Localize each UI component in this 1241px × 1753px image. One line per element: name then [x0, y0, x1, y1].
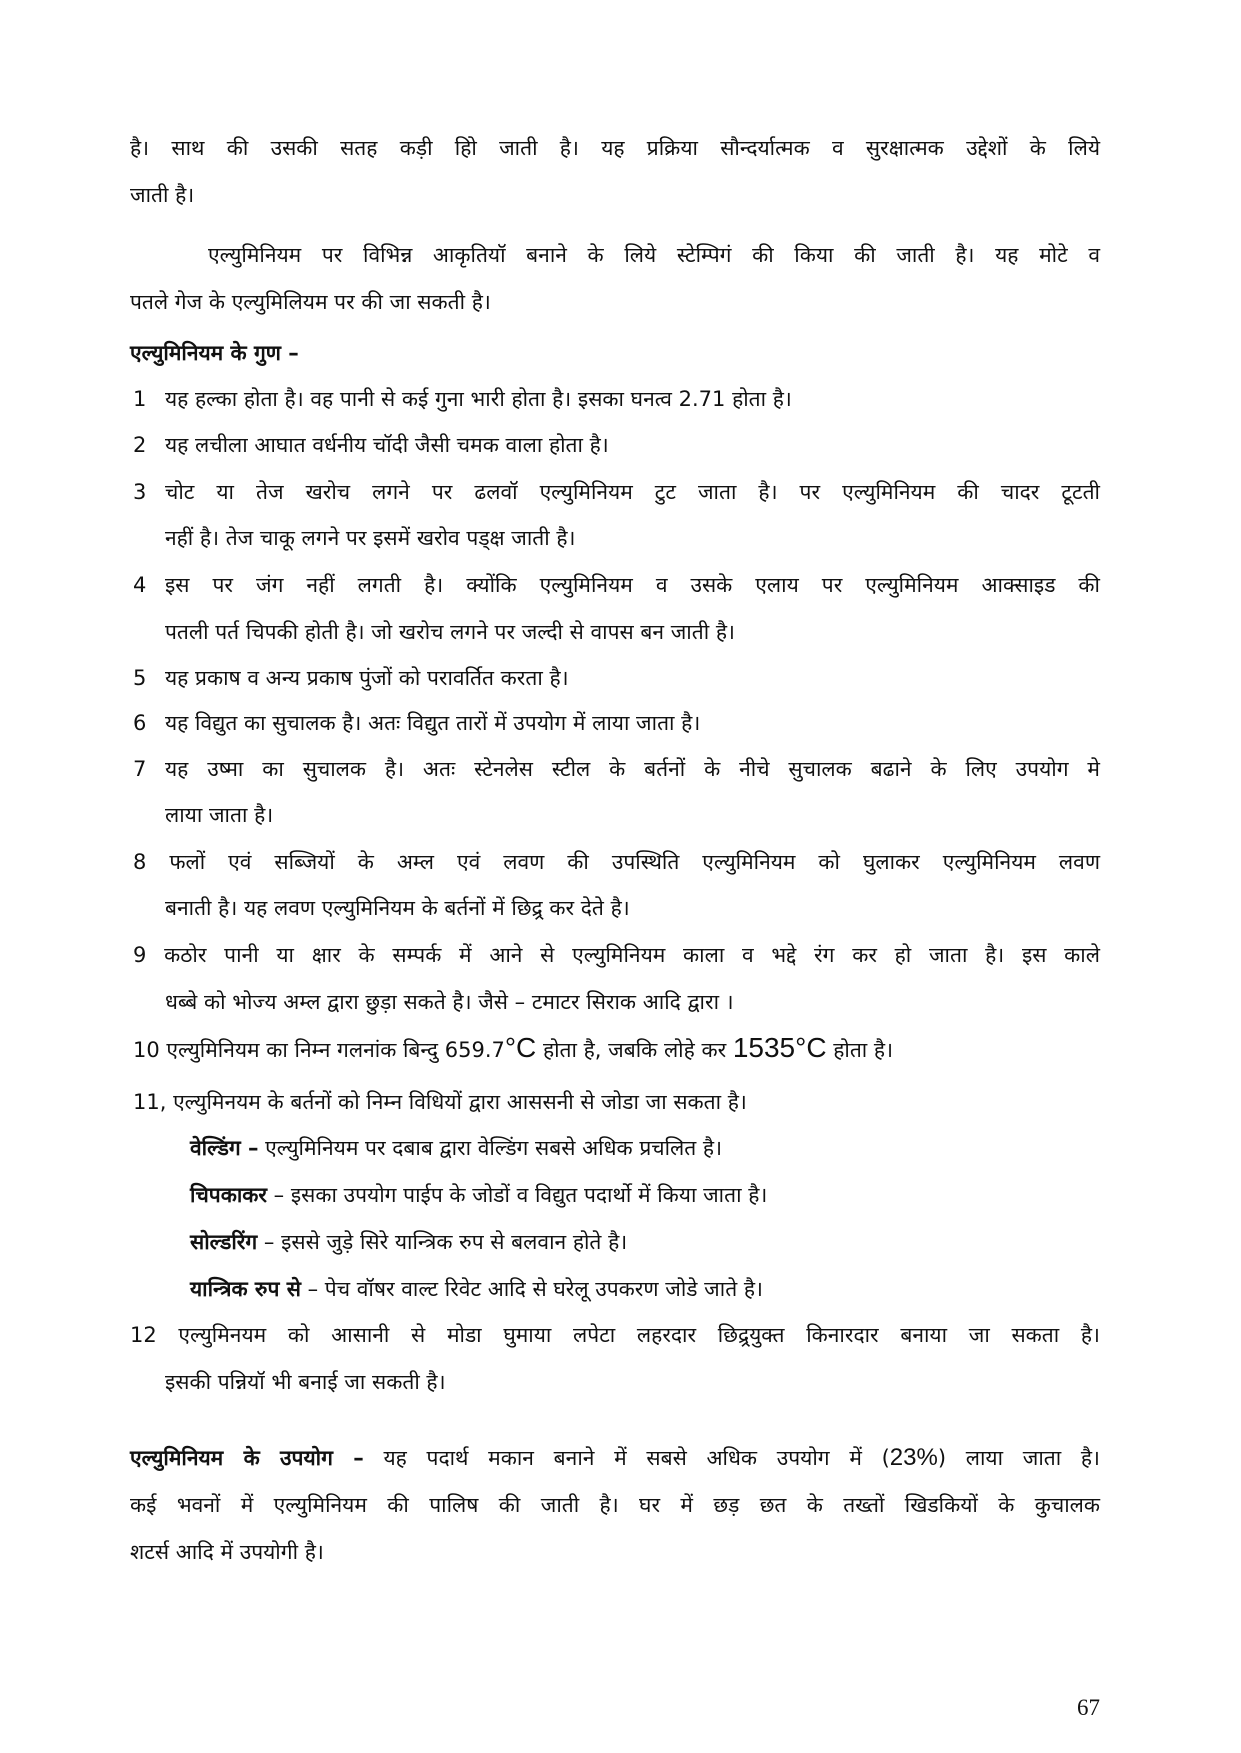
property-2-number: 2: [133, 433, 147, 457]
property-7-text-1: यह उष्मा का सुचालक है। अतः स्टेनलेस स्टील के बर्तनों के नीचे सुचालक बढाने के लिए उपयोग मे: [165, 757, 1100, 781]
uses-heading: एल्युमिनियम के उपयोग –: [130, 1446, 364, 1470]
property-12-text-2: इसकी पन्नियॉ भी बनाई जा सकती है।: [165, 1370, 446, 1394]
uses-line-1: [130, 1443, 1100, 1473]
uses-line-3: शटर्स आदि में उपयोगी है।: [130, 1540, 324, 1564]
property-7-number: 7: [133, 757, 147, 781]
property-8-text-1: 8 फलों एवं सब्जियों के अम्ल एवं लवण की उपस्थिति एल्युमिनियम को घुलाकर एल्युमिनियम लवण: [133, 850, 1100, 874]
welding-term: वेल्डिंग –: [190, 1136, 259, 1160]
property-3-text-2: नहीं है। तेज चाकू लगने पर इसमें खरोव पड्क्ष जाती है।: [165, 526, 576, 550]
soldering-desc: – इससे जुड़े सिरे यान्त्रिक रुप से बलवान होते है।: [257, 1230, 628, 1254]
property-10-text: [133, 1033, 893, 1065]
joining-welding: [190, 1133, 722, 1163]
property-10-prefix: 10 एल्युमिनियम का निम्न गलनांक बिन्दु 659.7: [133, 1038, 505, 1062]
joining-gluing: [190, 1180, 767, 1210]
gluing-term: चिपकाकर: [190, 1183, 267, 1207]
joining-soldering: [190, 1227, 627, 1257]
property-8-text-2: बनाती है। यह लवण एल्युमिनियम के बर्तनों में छिद्र्र कर देते है।: [165, 896, 630, 920]
welding-desc: एल्युमिनियम पर दबाब द्वारा वेल्डिंग सबसे अधिक प्रचलित है।: [258, 1136, 723, 1160]
uses-line-1-b: ) लाया जाता है।: [937, 1446, 1100, 1470]
property-11-text: 11, एल्युमिनयम के बर्तनों को निम्न विधियों द्वारा आससनी से जोडा जा सकता है।: [133, 1090, 747, 1114]
property-12-text-1: 12 एल्युमिनयम को आसानी से मोडा घुमाया लपेटा लहरदार छिद्र्रयुक्त किनारदार बनाया जा सकता है।: [130, 1323, 1100, 1347]
stamping-line-2: पतले गेज के एल्युमिलियम पर की जा सकती है।: [130, 290, 491, 314]
property-9-text-2: धब्बे को भोज्य अम्ल द्वारा छुड़ा सकते है। जैसे – टमाटर सिराक आदि द्वारा ।: [165, 990, 734, 1014]
properties-heading: एल्युमिनियम के गुण –: [130, 341, 299, 365]
property-5-text: यह प्रकाष व अन्य प्रकाष पुंजों को परावर्तित करता है।: [165, 666, 569, 690]
mechanical-desc: – पेच वॉषर वाल्ट रिवेट आदि से घरेलू उपकरण जोडे जाते है।: [300, 1277, 763, 1301]
property-6-number: 6: [133, 711, 147, 735]
property-4-number: 4: [133, 573, 147, 597]
property-10-unit: °C: [504, 1032, 537, 1063]
uses-line-1-a: यह पदार्थ मकान बनाने में सबसे अधिक उपयोग में (: [363, 1446, 890, 1470]
property-4-text-1: इस पर जंग नहीं लगती है। क्योंकि एल्युमिनियम व उसके एलाय पर एल्युमिनियम आक्साइड की: [165, 573, 1100, 597]
joining-mechanical: [190, 1274, 763, 1304]
property-10-suffix: होता है।: [826, 1038, 894, 1062]
property-7-text-2: लाया जाता है।: [165, 803, 274, 827]
intro-line-2: जाती है।: [130, 183, 195, 207]
uses-percent: 23%: [889, 1444, 938, 1471]
property-3-text-1: चोट या तेज खरोच लगने पर ढलवॉ एल्युमिनियम टुट जाता है। पर एल्युमिनियम की चादर टूटती: [165, 480, 1100, 504]
property-10-middle: होता है, जबकि लोहे कर: [536, 1038, 733, 1062]
uses-line-2: कई भवनों में एल्युमिनियम की पालिष की जाती है। घर में छड़ छत के तख्तों खिडकियों के कुचालक: [130, 1493, 1100, 1517]
mechanical-term: यान्त्रिक रुप से: [190, 1277, 301, 1301]
property-5-number: 5: [133, 666, 147, 690]
soldering-term: सोल्डरिंग: [190, 1230, 258, 1254]
property-6-text: यह विद्युत का सुचालक है। अतः विद्युत तारों में उपयोग में लाया जाता है।: [165, 711, 701, 735]
intro-line-1: है। साथ की उसकी सतह कड़ी हिो जाती है। यह प्रक्रिया सौन्दर्यात्मक व सुरक्षात्मक उद्देशों के लिये: [130, 136, 1100, 160]
property-1-text: यह हल्का होता है। वह पानी से कई गुना भारी होता है। इसका घनत्व 2.71 होता है।: [165, 387, 792, 411]
property-2-text: यह लचीला आघात वर्धनीय चॉदी जैसी चमक वाला होता है।: [165, 433, 609, 457]
gluing-desc: – इसका उपयोग पाईप के जोडों व विद्युत पदार्थो में किया जाता है।: [267, 1183, 768, 1207]
page-number: 67: [1077, 1695, 1100, 1720]
property-1-number: 1: [133, 387, 147, 411]
stamping-line-1: एल्युमिनियम पर विभिन्न आकृतियॉ बनाने के लिये स्टेम्पिगं की किया की जाती है। यह मोटे व: [208, 243, 1100, 267]
property-4-text-2: पतली पर्त चिपकी होती है। जो खरोच लगने पर जल्दी से वापस बन जाती है।: [165, 620, 735, 644]
property-3-number: 3: [133, 480, 147, 504]
property-10-iron-value: 1535°C: [732, 1032, 827, 1063]
property-9-text-1: 9 कठोर पानी या क्षार के सम्पर्क में आने से एल्युमिनियम काला व भद्दे रंग कर हो जाता है। इस काले: [133, 943, 1100, 967]
